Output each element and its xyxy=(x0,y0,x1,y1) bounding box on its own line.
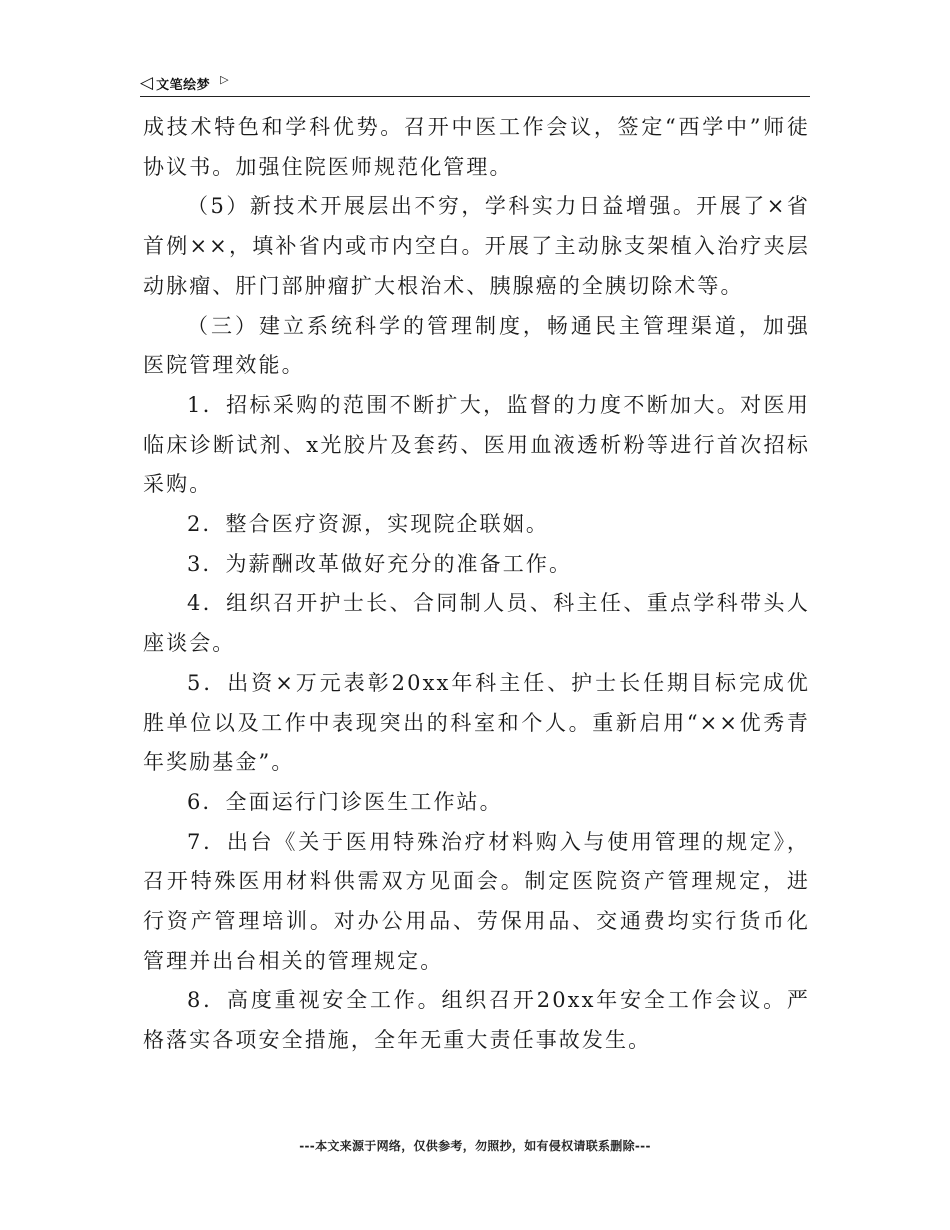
list-item-8: 8．高度重视安全工作。组织召开20xx年安全工作会议。严格落实各项安全措施，全年无重大责任事故发生。 xyxy=(143,988,810,1053)
list-item-6: 6．全面运行门诊医生工作站。 xyxy=(187,789,503,814)
list-item-4: 4．组织召开护士长、合同制人员、科主任、重点学科带头人座谈会。 xyxy=(143,591,810,656)
triangle-left-icon: ◁ xyxy=(140,72,154,93)
section-heading-management: （三）建立系统科学的管理制度，畅通民主管理渠道，加强医院管理效能。 xyxy=(143,313,810,378)
paragraph-continuation: 成技术特色和学科优势。召开中医工作会议，签定“西学中”师徒协议书。加强住院医师规范化管理。 xyxy=(143,115,810,179)
list-item-2: 2．整合医疗资源，实现院企联姻。 xyxy=(187,512,549,537)
header-title: 文笔绘梦 xyxy=(156,77,211,93)
list-item-1: 1．招标采购的范围不断扩大，监督的力度不断加大。对医用临床诊断试剂、x光胶片及套药、医用血液透析粉等进行首次招标采购。 xyxy=(143,392,810,497)
list-item-3: 3．为薪酬改革做好充分的准备工作。 xyxy=(187,551,573,576)
list-item-5: 5．出资×万元表彰20xx年科主任、护士长任期目标完成优胜单位以及工作中表现突出的科室和个人。重新启用“××优秀青年奖励基金”。 xyxy=(143,670,810,775)
triangle-right-icon: ▷ xyxy=(220,72,229,86)
document-body xyxy=(143,108,810,1061)
page-header xyxy=(140,70,810,97)
footer-disclaimer: ---本文来源于网络，仅供参考，勿照抄，如有侵权请联系删除--- xyxy=(299,1139,651,1153)
list-item-7: 7．出台《关于医用特殊治疗材料购入与使用管理的规定》，召开特殊医用材料供需双方见面会。制定医院资产管理规定，进行资产管理培训。对办公用品、劳保用品、交通费均实行货币化管理并出台相关的管理规定。 xyxy=(143,829,810,973)
paragraph-new-technology: （5）新技术开展层出不穷，学科实力日益增强。开展了×省首例××，填补省内或市内空白。开展了主动脉支架植入治疗夹层动脉瘤、肝门部肿瘤扩大根治术、胰腺癌的全胰切除术等。 xyxy=(143,194,810,298)
